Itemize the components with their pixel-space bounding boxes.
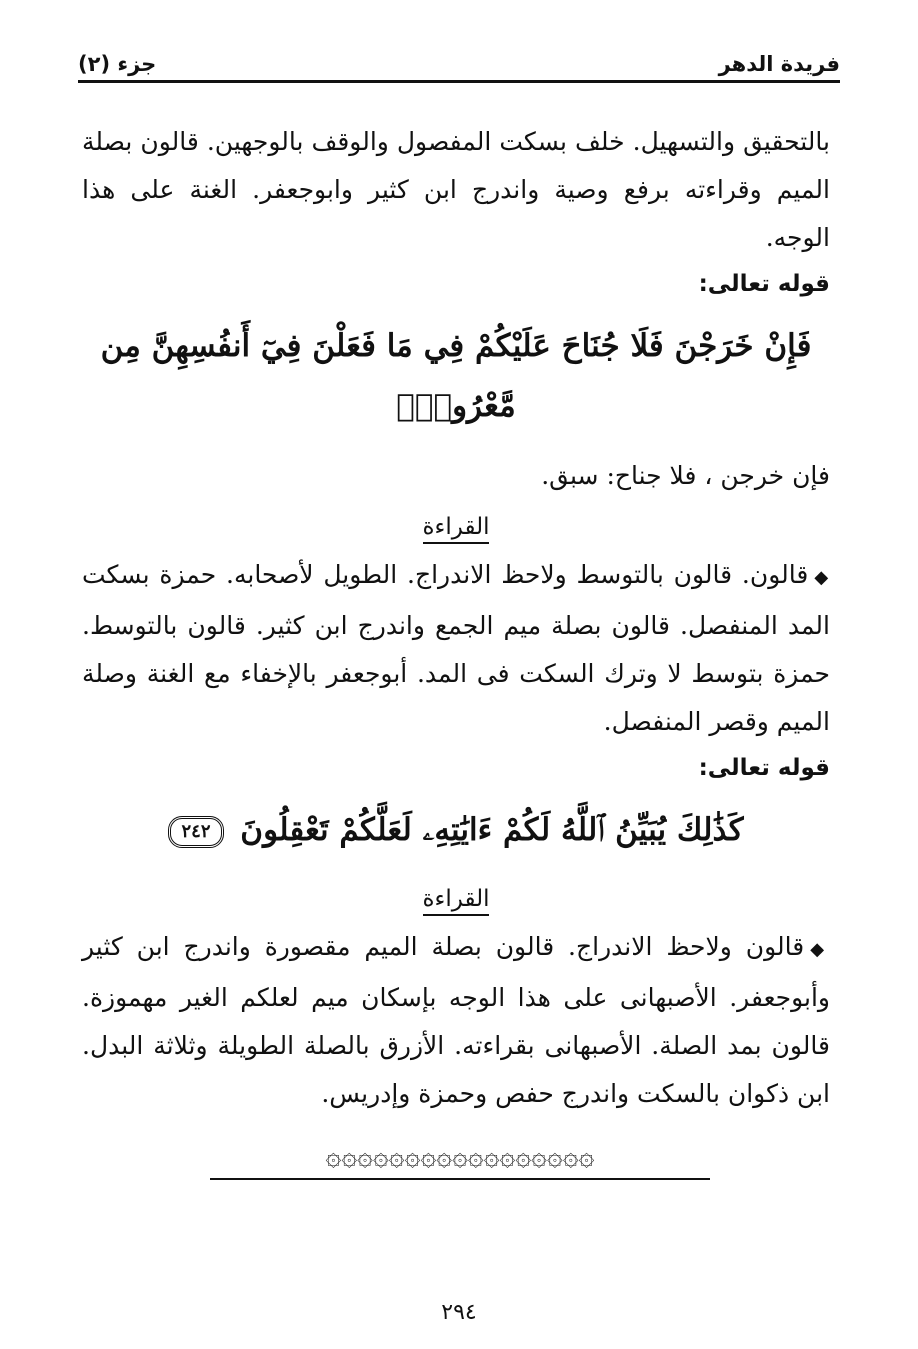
page-number: ٢٩٤ — [441, 1300, 477, 1325]
verse-2 — [82, 800, 830, 860]
verse-2-text: كَذَٰلِكَ يُبَيِّنُ ٱللَّهُ لَكُمْ ءَايَٰتِهِۦ لَعَلَّكُمْ تَعْقِلُونَ — [240, 812, 744, 848]
verse-2-lead: قوله تعالى: — [698, 755, 830, 781]
book-title: فريدة الدهر — [718, 52, 840, 76]
reading-2-text: قالون ولاحظ الاندراج. قالون بصلة الميم مقصورة واندرج ابن كثير وأبوجعفر. الأصبهانى على هذا الوجه بإسكان ميم لعلكم الغير مهموزة. قالون بمد الصلة. الأصبهانى بقراءته. الأزرق بالصلة الطويلة وثلاثة البدل. ابن ذكوان بالسكت واندرج حفص وحمزة وإدريس. — [82, 932, 830, 1108]
verse-1-note: فإن خرجن ، فلا جناح: سبق. — [541, 461, 830, 490]
diamond-bullet-icon: ◆ — [814, 567, 831, 588]
part-label: جزء (٢) — [78, 52, 157, 76]
verse-1-text: فَإِنْ خَرَجْنَ فَلَا جُنَاحَ عَلَيْكُمْ فِي مَا فَعَلْنَ فِيٓ أَنفُسِهِنَّ مِن مَّعْرُوفٍۗ — [100, 328, 812, 424]
verse-1-lead: قوله تعالى: — [698, 271, 830, 297]
diamond-bullet-icon: ◆ — [810, 939, 830, 960]
main-text — [82, 118, 830, 1118]
reading-1-text: قالون. قالون بالتوسط ولاحظ الاندراج. الطويل لأصحابه. حمزة بسكت المد المنفصل. قالون بصلة ميم الجمع واندرج ابن كثير. قالون بالتوسط. حمزة بتوسط لا وترك السكت فى المد. أبوجعفر بالإخفاء مع الغنة وصلة الميم وقصر المنفصل. — [82, 560, 830, 736]
reading-1-paragraph — [82, 551, 830, 746]
running-header — [78, 40, 840, 83]
reading-2-title: القراءة — [423, 886, 490, 916]
reading-2-paragraph — [82, 923, 830, 1118]
reading-1-heading — [82, 504, 830, 549]
reading-1-title: القراءة — [423, 514, 490, 544]
ayah-number-marker: ٢٤٢ — [168, 816, 223, 848]
reading-2-heading — [82, 876, 830, 921]
ornament-divider: ۞۞۞۞۞۞۞۞۞۞۞۞۞۞۞۞۞ — [210, 1140, 710, 1180]
intro-paragraph: بالتحقيق والتسهيل. خلف بسكت المفصول والوقف بالوجهين. قالون بصلة الميم وقراءته برفع وصية واندرج ابن كثير وابوجعفر. الغنة على هذا الوجه. — [82, 127, 830, 252]
